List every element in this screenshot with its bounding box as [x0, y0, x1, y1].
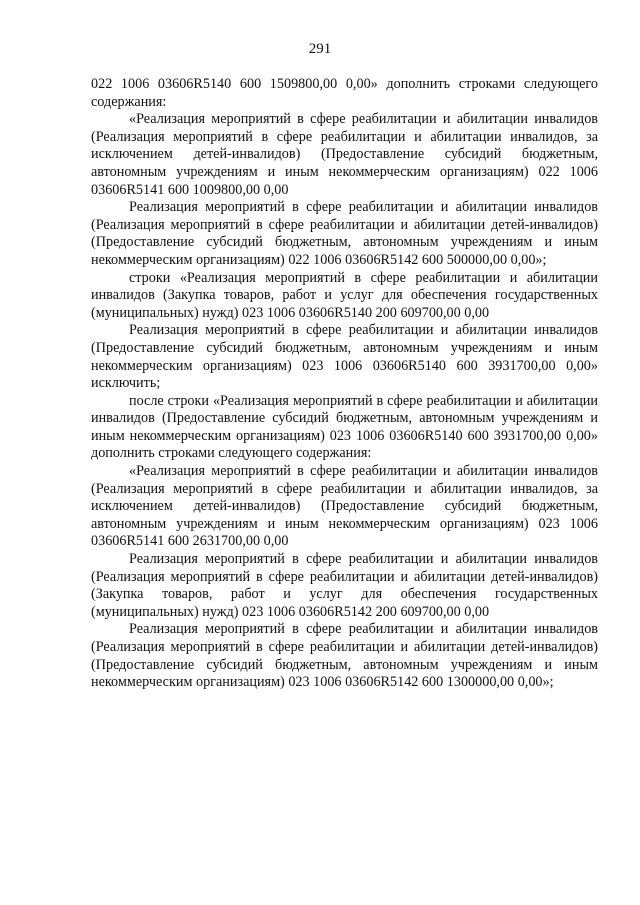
paragraph: Реализация мероприятий в сфере реабилитации и абилитации инвалидов (Предоставление субсидий бюджетным, автономным учреждениям и иным некоммерческим организациям) 023 1006 03606R5140 600 3931700,00 0,00» исключить; [91, 322, 598, 392]
paragraph: после строки «Реализация мероприятий в сфере реабилитации и абилитации инвалидов (Предоставление субсидий бюджетным, автономным учреждениям и иным некоммерческим организациям) 023 1006 03606R5140 600 3931700,00 0,00» дополнить строками следующего содержания: [91, 392, 598, 462]
paragraph: Реализация мероприятий в сфере реабилитации и абилитации инвалидов (Реализация мероприятий в сфере реабилитации и абилитации детей-инвалидов) (Предоставление субсидий бюджетным, автономным учреждениям и иным некоммерческим организациям) 023 1006 03606R5142 600 1300000,00 0,00»; [91, 621, 598, 691]
paragraph: «Реализация мероприятий в сфере реабилитации и абилитации инвалидов (Реализация мероприятий в сфере реабилитации и абилитации инвалидов, за исключением детей-инвалидов) (Предоставление субсидий бюджетным, автономным учреждениям и иным некоммерческим организациям) 022 1006 03606R5141 600 1009800,00 0,00 [91, 111, 598, 198]
paragraph: 022 1006 03606R5140 600 1509800,00 0,00» дополнить строками следующего содержания: [91, 76, 598, 110]
paragraph: строки «Реализация мероприятий в сфере реабилитации и абилитации инвалидов (Закупка товаров, работ и услуг для обеспечения государственных (муниципальных) нужд) 023 1006 03606R5140 200 609700,00 0,00 [91, 269, 598, 321]
document-body [91, 76, 598, 692]
paragraph: «Реализация мероприятий в сфере реабилитации и абилитации инвалидов (Реализация мероприятий в сфере реабилитации и абилитации инвалидов, за исключением детей-инвалидов) (Предоставление субсидий бюджетным, автономным учреждениям и иным некоммерческим организациям) 023 1006 03606R5141 600 2631700,00 0,00 [91, 463, 598, 550]
page-number: 291 [308, 41, 332, 57]
paragraph: Реализация мероприятий в сфере реабилитации и абилитации инвалидов (Реализация мероприятий в сфере реабилитации и абилитации детей-инвалидов) (Закупка товаров, работ и услуг для обеспечения государственных (муниципальных) нужд) 023 1006 03606R5142 200 609700,00 0,00 [91, 551, 598, 620]
paragraph: Реализация мероприятий в сфере реабилитации и абилитации инвалидов (Реализация мероприятий в сфере реабилитации и абилитации детей-инвалидов) (Предоставление субсидий бюджетным, автономным учреждениям и иным некоммерческим организациям) 022 1006 03606R5142 600 500000,00 0,00»; [91, 199, 598, 268]
